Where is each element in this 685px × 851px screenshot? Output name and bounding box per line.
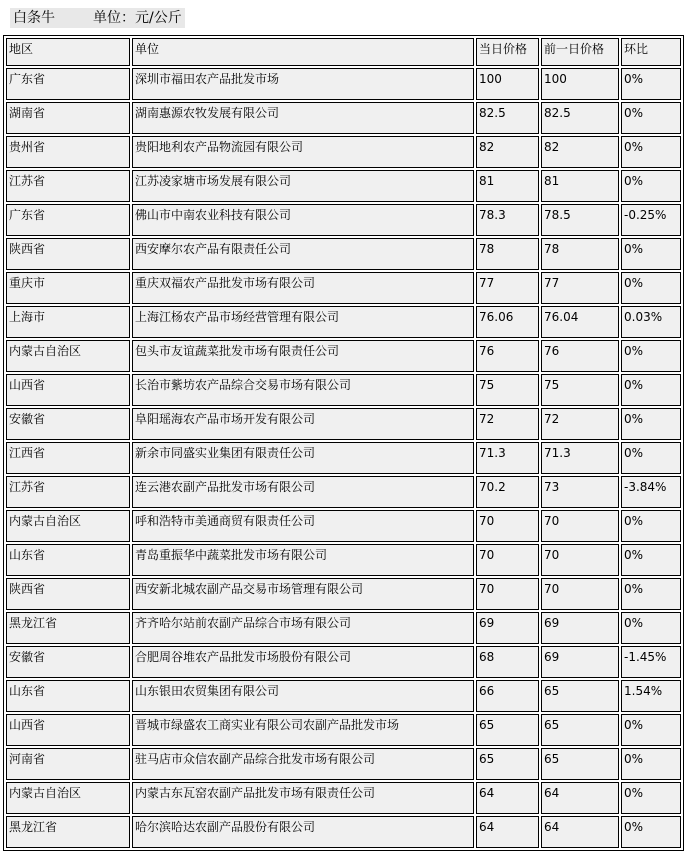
cell-change_pct: 0% xyxy=(621,544,681,576)
cell-price_today: 70 xyxy=(476,510,539,542)
cell-change_pct: -1.45% xyxy=(621,646,681,678)
table-row xyxy=(6,136,681,168)
cell-change_pct: 0% xyxy=(621,102,681,134)
cell-company: 驻马店市众信农副产品综合批发市场有限公司 xyxy=(132,748,474,780)
table-row xyxy=(6,680,681,712)
table-header-row xyxy=(6,38,681,66)
cell-change_pct: -3.84% xyxy=(621,476,681,508)
table-row xyxy=(6,442,681,474)
cell-region: 内蒙古自治区 xyxy=(6,340,130,372)
cell-region: 陕西省 xyxy=(6,238,130,270)
cell-price_prev_day: 78 xyxy=(541,238,619,270)
cell-company: 重庆双福农产品批发市场有限公司 xyxy=(132,272,474,304)
cell-price_today: 81 xyxy=(476,170,539,202)
cell-price_today: 65 xyxy=(476,714,539,746)
cell-price_prev_day: 81 xyxy=(541,170,619,202)
cell-price_prev_day: 72 xyxy=(541,408,619,440)
column-header-company: 单位 xyxy=(132,38,474,66)
cell-change_pct: 1.54% xyxy=(621,680,681,712)
cell-change_pct: 0% xyxy=(621,714,681,746)
cell-region: 上海市 xyxy=(6,306,130,338)
cell-price_prev_day: 76 xyxy=(541,340,619,372)
cell-company: 长治市紫坊农产品综合交易市场有限公司 xyxy=(132,374,474,406)
table-row xyxy=(6,714,681,746)
cell-price_today: 78.3 xyxy=(476,204,539,236)
cell-company: 山东银田农贸集团有限公司 xyxy=(132,680,474,712)
cell-company: 深圳市福田农产品批发市场 xyxy=(132,68,474,100)
cell-price_prev_day: 71.3 xyxy=(541,442,619,474)
table-row xyxy=(6,204,681,236)
cell-region: 广东省 xyxy=(6,68,130,100)
cell-price_prev_day: 76.04 xyxy=(541,306,619,338)
cell-region: 贵州省 xyxy=(6,136,130,168)
cell-company: 晋城市绿盛农工商实业有限公司农副产品批发市场 xyxy=(132,714,474,746)
cell-price_prev_day: 82 xyxy=(541,136,619,168)
cell-price_today: 70 xyxy=(476,544,539,576)
table-row xyxy=(6,340,681,372)
cell-company: 贵阳地利农产品物流园有限公司 xyxy=(132,136,474,168)
cell-change_pct: -0.25% xyxy=(621,204,681,236)
cell-company: 新余市同盛实业集团有限责任公司 xyxy=(132,442,474,474)
column-header-change: 环比 xyxy=(621,38,681,66)
table-row xyxy=(6,476,681,508)
cell-region: 安徽省 xyxy=(6,408,130,440)
table-row xyxy=(6,816,681,848)
cell-region: 重庆市 xyxy=(6,272,130,304)
price-table xyxy=(3,35,684,851)
cell-region: 山东省 xyxy=(6,544,130,576)
cell-region: 河南省 xyxy=(6,748,130,780)
cell-company: 西安新北城农副产品交易市场管理有限公司 xyxy=(132,578,474,610)
cell-price_prev_day: 75 xyxy=(541,374,619,406)
cell-price_prev_day: 65 xyxy=(541,714,619,746)
cell-company: 阜阳瑶海农产品市场开发有限公司 xyxy=(132,408,474,440)
cell-region: 内蒙古自治区 xyxy=(6,782,130,814)
cell-price_today: 64 xyxy=(476,782,539,814)
cell-company: 青岛重振华中蔬菜批发市场有限公司 xyxy=(132,544,474,576)
column-header-price-today: 当日价格 xyxy=(476,38,539,66)
cell-price_today: 64 xyxy=(476,816,539,848)
cell-region: 山东省 xyxy=(6,680,130,712)
cell-company: 西安摩尔农产品有限责任公司 xyxy=(132,238,474,270)
table-row xyxy=(6,578,681,610)
cell-price_today: 76.06 xyxy=(476,306,539,338)
cell-region: 江苏省 xyxy=(6,476,130,508)
column-header-region: 地区 xyxy=(6,38,130,66)
cell-company: 连云港农副产品批发市场有限公司 xyxy=(132,476,474,508)
cell-company: 合肥周谷堆农产品批发市场股份有限公司 xyxy=(132,646,474,678)
cell-region: 山西省 xyxy=(6,374,130,406)
cell-change_pct: 0% xyxy=(621,340,681,372)
table-row xyxy=(6,374,681,406)
cell-price_prev_day: 65 xyxy=(541,680,619,712)
cell-price_today: 82.5 xyxy=(476,102,539,134)
table-row xyxy=(6,646,681,678)
column-header-price-prev: 前一日价格 xyxy=(541,38,619,66)
cell-company: 内蒙古东瓦窑农副产品批发市场有限责任公司 xyxy=(132,782,474,814)
cell-change_pct: 0% xyxy=(621,816,681,848)
cell-price_prev_day: 64 xyxy=(541,782,619,814)
table-row xyxy=(6,544,681,576)
cell-region: 内蒙古自治区 xyxy=(6,510,130,542)
cell-price_prev_day: 100 xyxy=(541,68,619,100)
cell-company: 佛山市中南农业科技有限公司 xyxy=(132,204,474,236)
cell-price_today: 68 xyxy=(476,646,539,678)
cell-price_today: 76 xyxy=(476,340,539,372)
cell-price_prev_day: 70 xyxy=(541,578,619,610)
cell-price_today: 70 xyxy=(476,578,539,610)
table-row xyxy=(6,170,681,202)
cell-price_today: 70.2 xyxy=(476,476,539,508)
cell-change_pct: 0% xyxy=(621,68,681,100)
cell-change_pct: 0% xyxy=(621,612,681,644)
table-row xyxy=(6,102,681,134)
cell-price_today: 75 xyxy=(476,374,539,406)
table-row xyxy=(6,612,681,644)
table-row xyxy=(6,68,681,100)
cell-price_prev_day: 69 xyxy=(541,646,619,678)
cell-price_today: 65 xyxy=(476,748,539,780)
cell-change_pct: 0% xyxy=(621,442,681,474)
cell-company: 湖南惠源农牧发展有限公司 xyxy=(132,102,474,134)
cell-region: 广东省 xyxy=(6,204,130,236)
cell-change_pct: 0% xyxy=(621,136,681,168)
cell-region: 安徽省 xyxy=(6,646,130,678)
cell-region: 江苏省 xyxy=(6,170,130,202)
table-row xyxy=(6,272,681,304)
title-highlight xyxy=(10,8,185,28)
cell-price_prev_day: 64 xyxy=(541,816,619,848)
cell-change_pct: 0.03% xyxy=(621,306,681,338)
table-row xyxy=(6,782,681,814)
cell-company: 包头市友谊蔬菜批发市场有限责任公司 xyxy=(132,340,474,372)
table-row xyxy=(6,306,681,338)
cell-price_prev_day: 69 xyxy=(541,612,619,644)
table-row xyxy=(6,510,681,542)
cell-price_today: 77 xyxy=(476,272,539,304)
cell-region: 陕西省 xyxy=(6,578,130,610)
table-row xyxy=(6,408,681,440)
cell-price_prev_day: 73 xyxy=(541,476,619,508)
cell-change_pct: 0% xyxy=(621,170,681,202)
unit-label: 单位：元/公斤 xyxy=(93,10,182,26)
cell-price_prev_day: 82.5 xyxy=(541,102,619,134)
cell-change_pct: 0% xyxy=(621,272,681,304)
cell-change_pct: 0% xyxy=(621,782,681,814)
cell-company: 江苏凌家塘市场发展有限公司 xyxy=(132,170,474,202)
cell-region: 黑龙江省 xyxy=(6,816,130,848)
product-name: 白条牛 xyxy=(13,10,55,26)
cell-price_prev_day: 65 xyxy=(541,748,619,780)
table-row xyxy=(6,748,681,780)
cell-change_pct: 0% xyxy=(621,238,681,270)
cell-price_today: 66 xyxy=(476,680,539,712)
cell-price_prev_day: 77 xyxy=(541,272,619,304)
cell-region: 湖南省 xyxy=(6,102,130,134)
cell-price_today: 78 xyxy=(476,238,539,270)
cell-price_prev_day: 70 xyxy=(541,510,619,542)
cell-change_pct: 0% xyxy=(621,578,681,610)
page-title xyxy=(10,8,685,28)
cell-company: 上海江杨农产品市场经营管理有限公司 xyxy=(132,306,474,338)
cell-price_today: 71.3 xyxy=(476,442,539,474)
cell-change_pct: 0% xyxy=(621,374,681,406)
cell-region: 江西省 xyxy=(6,442,130,474)
cell-price_today: 69 xyxy=(476,612,539,644)
cell-price_prev_day: 70 xyxy=(541,544,619,576)
cell-region: 山西省 xyxy=(6,714,130,746)
cell-company: 呼和浩特市美通商贸有限责任公司 xyxy=(132,510,474,542)
cell-price_prev_day: 78.5 xyxy=(541,204,619,236)
cell-company: 哈尔滨哈达农副产品股份有限公司 xyxy=(132,816,474,848)
cell-price_today: 72 xyxy=(476,408,539,440)
cell-change_pct: 0% xyxy=(621,510,681,542)
table-row xyxy=(6,238,681,270)
cell-change_pct: 0% xyxy=(621,748,681,780)
cell-price_today: 100 xyxy=(476,68,539,100)
cell-price_today: 82 xyxy=(476,136,539,168)
cell-company: 齐齐哈尔站前农副产品综合市场有限公司 xyxy=(132,612,474,644)
cell-change_pct: 0% xyxy=(621,408,681,440)
cell-region: 黑龙江省 xyxy=(6,612,130,644)
